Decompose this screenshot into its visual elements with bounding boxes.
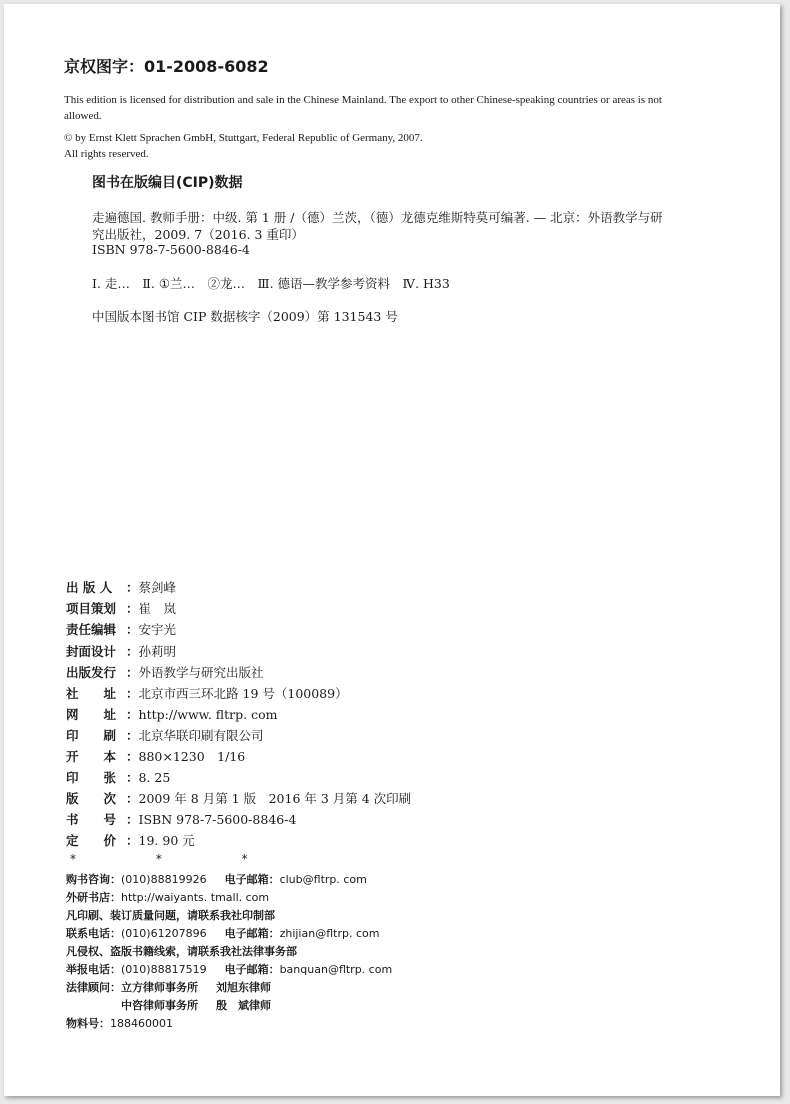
info-label: 印 刷	[66, 728, 117, 743]
colon: ：	[126, 622, 139, 637]
purchase-phone: (010)88819926	[121, 872, 207, 886]
colon: ：	[126, 812, 139, 827]
colon: ：	[126, 770, 139, 785]
info-value: 19. 90 元	[138, 833, 195, 848]
info-row-address	[66, 683, 348, 703]
colon: ：	[126, 580, 139, 595]
copyright-page	[4, 4, 780, 1096]
info-value: 崔 岚	[138, 601, 177, 616]
contact-phone: (010)61207896	[121, 926, 207, 940]
colon: ：	[126, 728, 139, 743]
copyright-line-1: © by Ernst Klett Sprachen GmbH, Stuttgart, Federal Republic of Germany, 2007.	[64, 132, 423, 144]
contact-row-legal-2	[121, 996, 271, 1014]
info-value: 安宇光	[138, 622, 177, 637]
info-label: 出 版 人	[66, 580, 113, 595]
info-row-format	[66, 746, 245, 766]
license-line-2: allowed.	[64, 110, 102, 122]
copyright-permit-number: 京权图字：01-2008-6082	[64, 57, 269, 76]
info-value: 北京市西三环北路 19 号（100089）	[138, 686, 348, 701]
colon: ：	[126, 665, 139, 680]
info-label: 封面设计	[66, 644, 117, 659]
contact-row-material	[66, 1014, 173, 1032]
contact-row-print-issue	[66, 906, 275, 924]
info-row-edition	[66, 788, 411, 808]
contact-row-purchase	[66, 870, 367, 888]
material-label: 物料号：	[66, 1017, 110, 1030]
contact-row-store	[66, 888, 269, 906]
info-label: 出版发行	[66, 665, 117, 680]
colon: ：	[126, 686, 139, 701]
report-phone: (010)88817519	[121, 962, 207, 976]
print-issue-note: 凡印刷、装订质量问题，请联系我社印制部	[66, 909, 275, 922]
legal-firm-2: 中咨律师事务所	[121, 999, 198, 1012]
info-row-cover-design	[66, 641, 176, 661]
info-row-editor	[66, 619, 176, 639]
info-value: 蔡剑峰	[138, 580, 177, 595]
info-value: 880×1230 1/16	[138, 749, 246, 764]
colon: ：	[126, 749, 139, 764]
info-value: 外语教学与研究出版社	[138, 665, 264, 680]
info-label: 项目策划	[66, 601, 117, 616]
purchase-label: 购书咨询：	[66, 873, 121, 886]
legal-lawyer-2: 殷 斌律师	[216, 999, 271, 1012]
info-value: 孙莉明	[138, 644, 177, 659]
colon: ：	[126, 707, 139, 722]
info-row-price	[66, 830, 195, 850]
purchase-email: club@fltrp. com	[279, 872, 367, 886]
contact-label: 联系电话：	[66, 927, 121, 940]
info-value: ISBN 978-7-5600-8846-4	[138, 811, 297, 827]
cip-record-number: 中国版本图书馆 CIP 数据核字（2009）第 131543 号	[92, 309, 398, 324]
material-number: 188460001	[110, 1016, 173, 1030]
info-row-sheets	[66, 767, 170, 787]
cip-classification: Ⅰ. 走… Ⅱ. ①兰… ②龙… Ⅲ. 德语—教学参考资料 Ⅳ. H33	[92, 276, 450, 291]
report-label: 举报电话：	[66, 963, 121, 976]
info-label: 印 张	[66, 770, 117, 785]
separator-stars: * * *	[70, 852, 286, 866]
cip-entry-line-2: 究出版社，2009. 7（2016. 3 重印）	[92, 227, 304, 242]
store-label: 外研书店：	[66, 891, 121, 904]
colon: ：	[126, 644, 139, 659]
info-label: 书 号	[66, 812, 117, 827]
contact-row-report	[66, 960, 392, 978]
legal-label: 法律顾问：	[66, 981, 121, 994]
info-row-website	[66, 704, 277, 724]
contact-row-legal-1	[66, 978, 271, 996]
contact-row-contact	[66, 924, 379, 942]
cip-title: 图书在版编目(CIP)数据	[92, 175, 243, 191]
info-label: 网 址	[66, 707, 117, 722]
report-email: banquan@fltrp. com	[279, 962, 393, 976]
contact-email: zhijian@fltrp. com	[279, 926, 380, 940]
legal-firm-1: 立方律师事务所	[121, 981, 198, 994]
store-url: http://waiyants. tmall. com	[121, 890, 270, 904]
info-label: 定 价	[66, 833, 117, 848]
contact-row-piracy-issue	[66, 942, 297, 960]
info-value: 北京华联印刷有限公司	[138, 728, 264, 743]
info-value: 2009 年 8 月第 1 版 2016 年 3 月第 4 次印刷	[138, 791, 412, 806]
info-row-distributor	[66, 662, 264, 682]
info-value: http://www. fltrp. com	[138, 706, 278, 722]
colon: ：	[126, 601, 139, 616]
info-row-printer	[66, 725, 264, 745]
colon: ：	[126, 791, 139, 806]
license-line-1: This edition is licensed for distribution and sale in the Chinese Mainland. The export to other Chinese-speaking countries or areas is not	[64, 94, 662, 106]
contact-email-label: 电子邮箱：	[224, 927, 280, 940]
info-label: 责任编辑	[66, 622, 117, 637]
colon: ：	[126, 833, 139, 848]
cip-entry-line-1: 走遍德国. 教师手册：中级. 第 1 册 /（德）兰茨，（德）龙德克维斯特莫可编著. — 北京：外语教学与研	[92, 210, 663, 225]
info-value: 8. 25	[138, 769, 171, 785]
copyright-line-2: All rights reserved.	[64, 148, 149, 160]
legal-lawyer-1: 刘旭东律师	[216, 981, 271, 994]
info-row-book-number	[66, 809, 296, 829]
info-row-publisher	[66, 577, 176, 597]
info-label: 社 址	[66, 686, 117, 701]
purchase-email-label: 电子邮箱：	[224, 873, 280, 886]
report-email-label: 电子邮箱：	[224, 963, 280, 976]
info-label: 开 本	[66, 749, 117, 764]
piracy-issue-note: 凡侵权、盗版书籍线索，请联系我社法律事务部	[66, 945, 297, 958]
info-row-project-planner	[66, 598, 176, 618]
info-label: 版 次	[66, 791, 117, 806]
cip-isbn: ISBN 978-7-5600-8846-4	[92, 242, 250, 257]
